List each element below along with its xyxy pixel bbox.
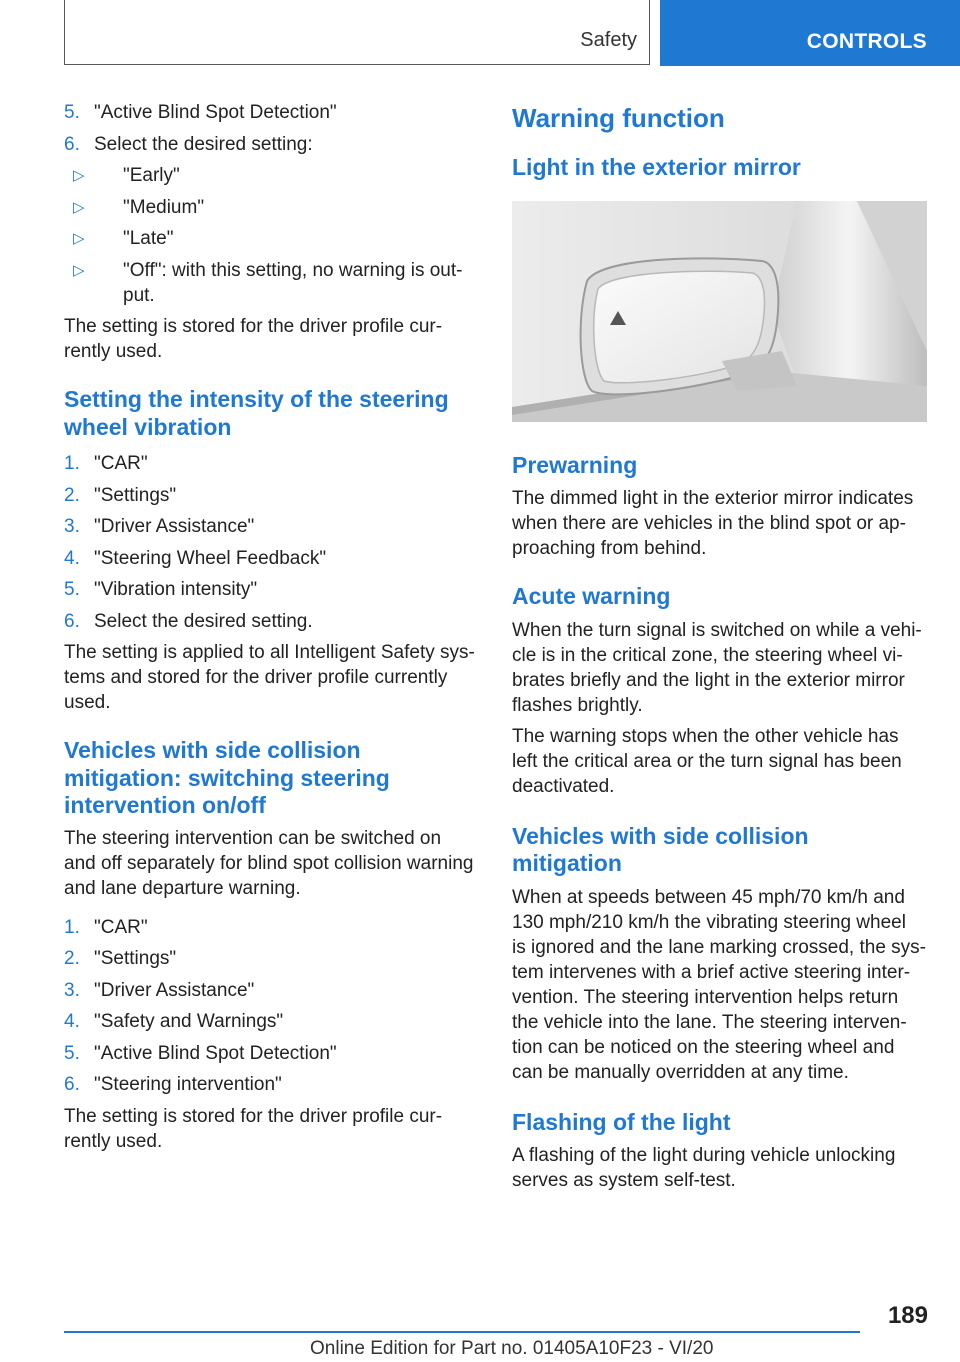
text-line: left the critical area or the turn signal has been <box>512 750 902 772</box>
text-line: tion can be noticed on the steering wheel and <box>512 1036 895 1058</box>
heading-line: mitigation <box>512 850 622 876</box>
text-line: tem intervenes with a brief active steering inter- <box>512 961 911 983</box>
step-number: 4. <box>64 547 80 569</box>
step-text: Select the desired setting: <box>94 133 313 155</box>
chapter-tab-label: CONTROLS <box>806 30 927 53</box>
section-header-box <box>64 0 650 65</box>
option-text: "Medium" <box>123 196 205 218</box>
triangle-bullet-icon: ▷ <box>73 261 85 279</box>
step-number: 6. <box>64 133 80 155</box>
triangle-bullet-icon: ▷ <box>73 167 85 184</box>
paragraph <box>512 486 932 561</box>
subsection-heading: Acute warning <box>512 583 671 609</box>
step-text: "Vibration intensity" <box>94 579 258 600</box>
step-number: 1. <box>64 916 80 938</box>
list-item <box>64 514 479 539</box>
option-item <box>64 163 479 188</box>
step-number: 2. <box>64 948 80 969</box>
heading-line: wheel vibration <box>64 413 232 440</box>
option-item <box>64 195 479 220</box>
list-item <box>64 577 479 602</box>
section-heading <box>64 737 479 820</box>
step-text: "Steering Wheel Feedback" <box>94 547 327 569</box>
footer-divider <box>64 1331 860 1333</box>
triangle-bullet-icon: ▷ <box>73 230 85 247</box>
subsection-heading: Prewarning <box>512 451 638 478</box>
text-line: brates briefly and the light in the exterior mirror <box>512 669 905 691</box>
option-item <box>64 226 479 251</box>
option-text: "Late" <box>123 228 174 249</box>
list-item <box>64 915 479 940</box>
list-item <box>64 946 479 971</box>
triangle-bullet-icon: ▷ <box>73 198 85 216</box>
text-line: The dimmed light in the exterior mirror indicates <box>512 488 914 509</box>
list-item <box>64 1072 479 1097</box>
step-number: 1. <box>64 453 80 474</box>
page-header <box>0 0 960 66</box>
step-text: "Safety and Warnings" <box>94 1011 284 1032</box>
paragraph <box>64 826 479 901</box>
step-number: 3. <box>64 979 80 1001</box>
paragraph <box>512 618 932 718</box>
list-item <box>64 100 479 125</box>
chapter-tab <box>660 0 960 66</box>
text-line: is ignored and the lane marking crossed, the sys- <box>512 936 926 958</box>
step-text: "Driver Assistance" <box>94 516 255 537</box>
step-text: Select the desired setting. <box>94 610 313 632</box>
list-item <box>64 1009 479 1034</box>
heading-line: Vehicles with side collision <box>64 737 361 763</box>
text-line: cle is in the critical zone, the steering wheel vi- <box>512 644 903 666</box>
heading-line: Setting the intensity of the steering <box>64 386 449 412</box>
list-item <box>64 978 479 1003</box>
text-line: The setting is stored for the driver profile cur- <box>64 1105 443 1127</box>
step-text: "Settings" <box>94 484 177 506</box>
text-line: The setting is stored for the driver profile cur- <box>64 316 443 337</box>
subsection-heading: Flashing of the light <box>512 1108 731 1135</box>
step-number: 5. <box>64 579 80 600</box>
heading-line: Vehicles with side collision <box>512 822 809 849</box>
text-line: serves as system self-test. <box>512 1170 736 1191</box>
text-line: The warning stops when the other vehicle has <box>512 725 899 747</box>
paragraph <box>64 314 479 364</box>
list-item <box>64 451 479 476</box>
text-line: used. <box>64 692 111 713</box>
text-line: When the turn signal is switched on while a vehi- <box>512 619 922 641</box>
step-number: 5. <box>64 102 80 123</box>
text-line: tems and stored for the driver profile currently <box>64 667 448 688</box>
text-line: flashes brightly. <box>512 694 643 716</box>
text-line: when there are vehicles in the blind spot or ap- <box>512 513 906 534</box>
option-item <box>64 258 479 308</box>
text-line: deactivated. <box>512 775 615 797</box>
paragraph <box>64 640 479 715</box>
text-line: the vehicle into the lane. The steering interven- <box>512 1011 907 1033</box>
heading-line: mitigation: switching steering <box>64 764 390 791</box>
step-text: "Active Blind Spot Detection" <box>94 102 337 123</box>
paragraph <box>512 724 932 799</box>
step-number: 2. <box>64 484 80 506</box>
section-label: Safety <box>580 29 637 51</box>
list-item <box>64 132 479 157</box>
page-number: 189 <box>887 1302 928 1329</box>
heading-line: intervention on/off <box>64 792 266 818</box>
paragraph <box>512 885 932 1085</box>
step-text: "Active Blind Spot Detection" <box>94 1042 337 1064</box>
exterior-mirror-illustration <box>512 201 927 422</box>
text-line: and lane departure warning. <box>64 877 301 899</box>
right-column <box>512 100 932 1199</box>
text-line: proaching from behind. <box>512 538 707 559</box>
list-item <box>64 1041 479 1066</box>
text-line: rently used. <box>64 341 163 362</box>
list-item <box>64 609 479 634</box>
list-item <box>64 483 479 508</box>
text-line: rently used. <box>64 1130 163 1152</box>
step-number: 3. <box>64 516 80 537</box>
edition-footer: Online Edition for Part no. 01405A10F23 - VI/20 <box>310 1338 714 1359</box>
subsection-heading <box>512 823 932 878</box>
step-text: "CAR" <box>94 453 148 474</box>
section-heading: Light in the exterior mirror <box>512 154 801 180</box>
list-item <box>64 546 479 571</box>
text-line: vention. The steering intervention helps return <box>512 986 899 1008</box>
step-text: "Driver Assistance" <box>94 979 255 1001</box>
step-text: "Settings" <box>94 948 177 969</box>
step-number: 5. <box>64 1042 80 1064</box>
text-line: The steering intervention can be switched on <box>64 827 442 849</box>
option-text: put. <box>123 284 155 306</box>
text-line: 130 mph/210 km/h the vibrating steering wheel <box>512 911 906 933</box>
paragraph <box>64 1104 479 1154</box>
step-number: 6. <box>64 1074 80 1095</box>
text-line: When at speeds between 45 mph/70 km/h and <box>512 886 905 908</box>
option-text: "Off": with this setting, no warning is out- <box>123 259 463 281</box>
paragraph <box>512 1143 932 1193</box>
step-text: "CAR" <box>94 916 148 938</box>
text-line: can be manually overridden at any time. <box>512 1061 849 1083</box>
left-column <box>64 100 479 1160</box>
step-text: "Steering intervention" <box>94 1074 282 1095</box>
section-heading <box>64 386 479 441</box>
step-number: 6. <box>64 610 80 632</box>
step-number: 4. <box>64 1011 80 1032</box>
option-text: "Early" <box>123 165 180 186</box>
text-line: A flashing of the light during vehicle unlocking <box>512 1145 896 1166</box>
chapter-heading: Warning function <box>512 103 725 133</box>
text-line: and off separately for blind spot collision warning <box>64 852 474 874</box>
text-line: The setting is applied to all Intelligent Safety sys- <box>64 642 475 663</box>
